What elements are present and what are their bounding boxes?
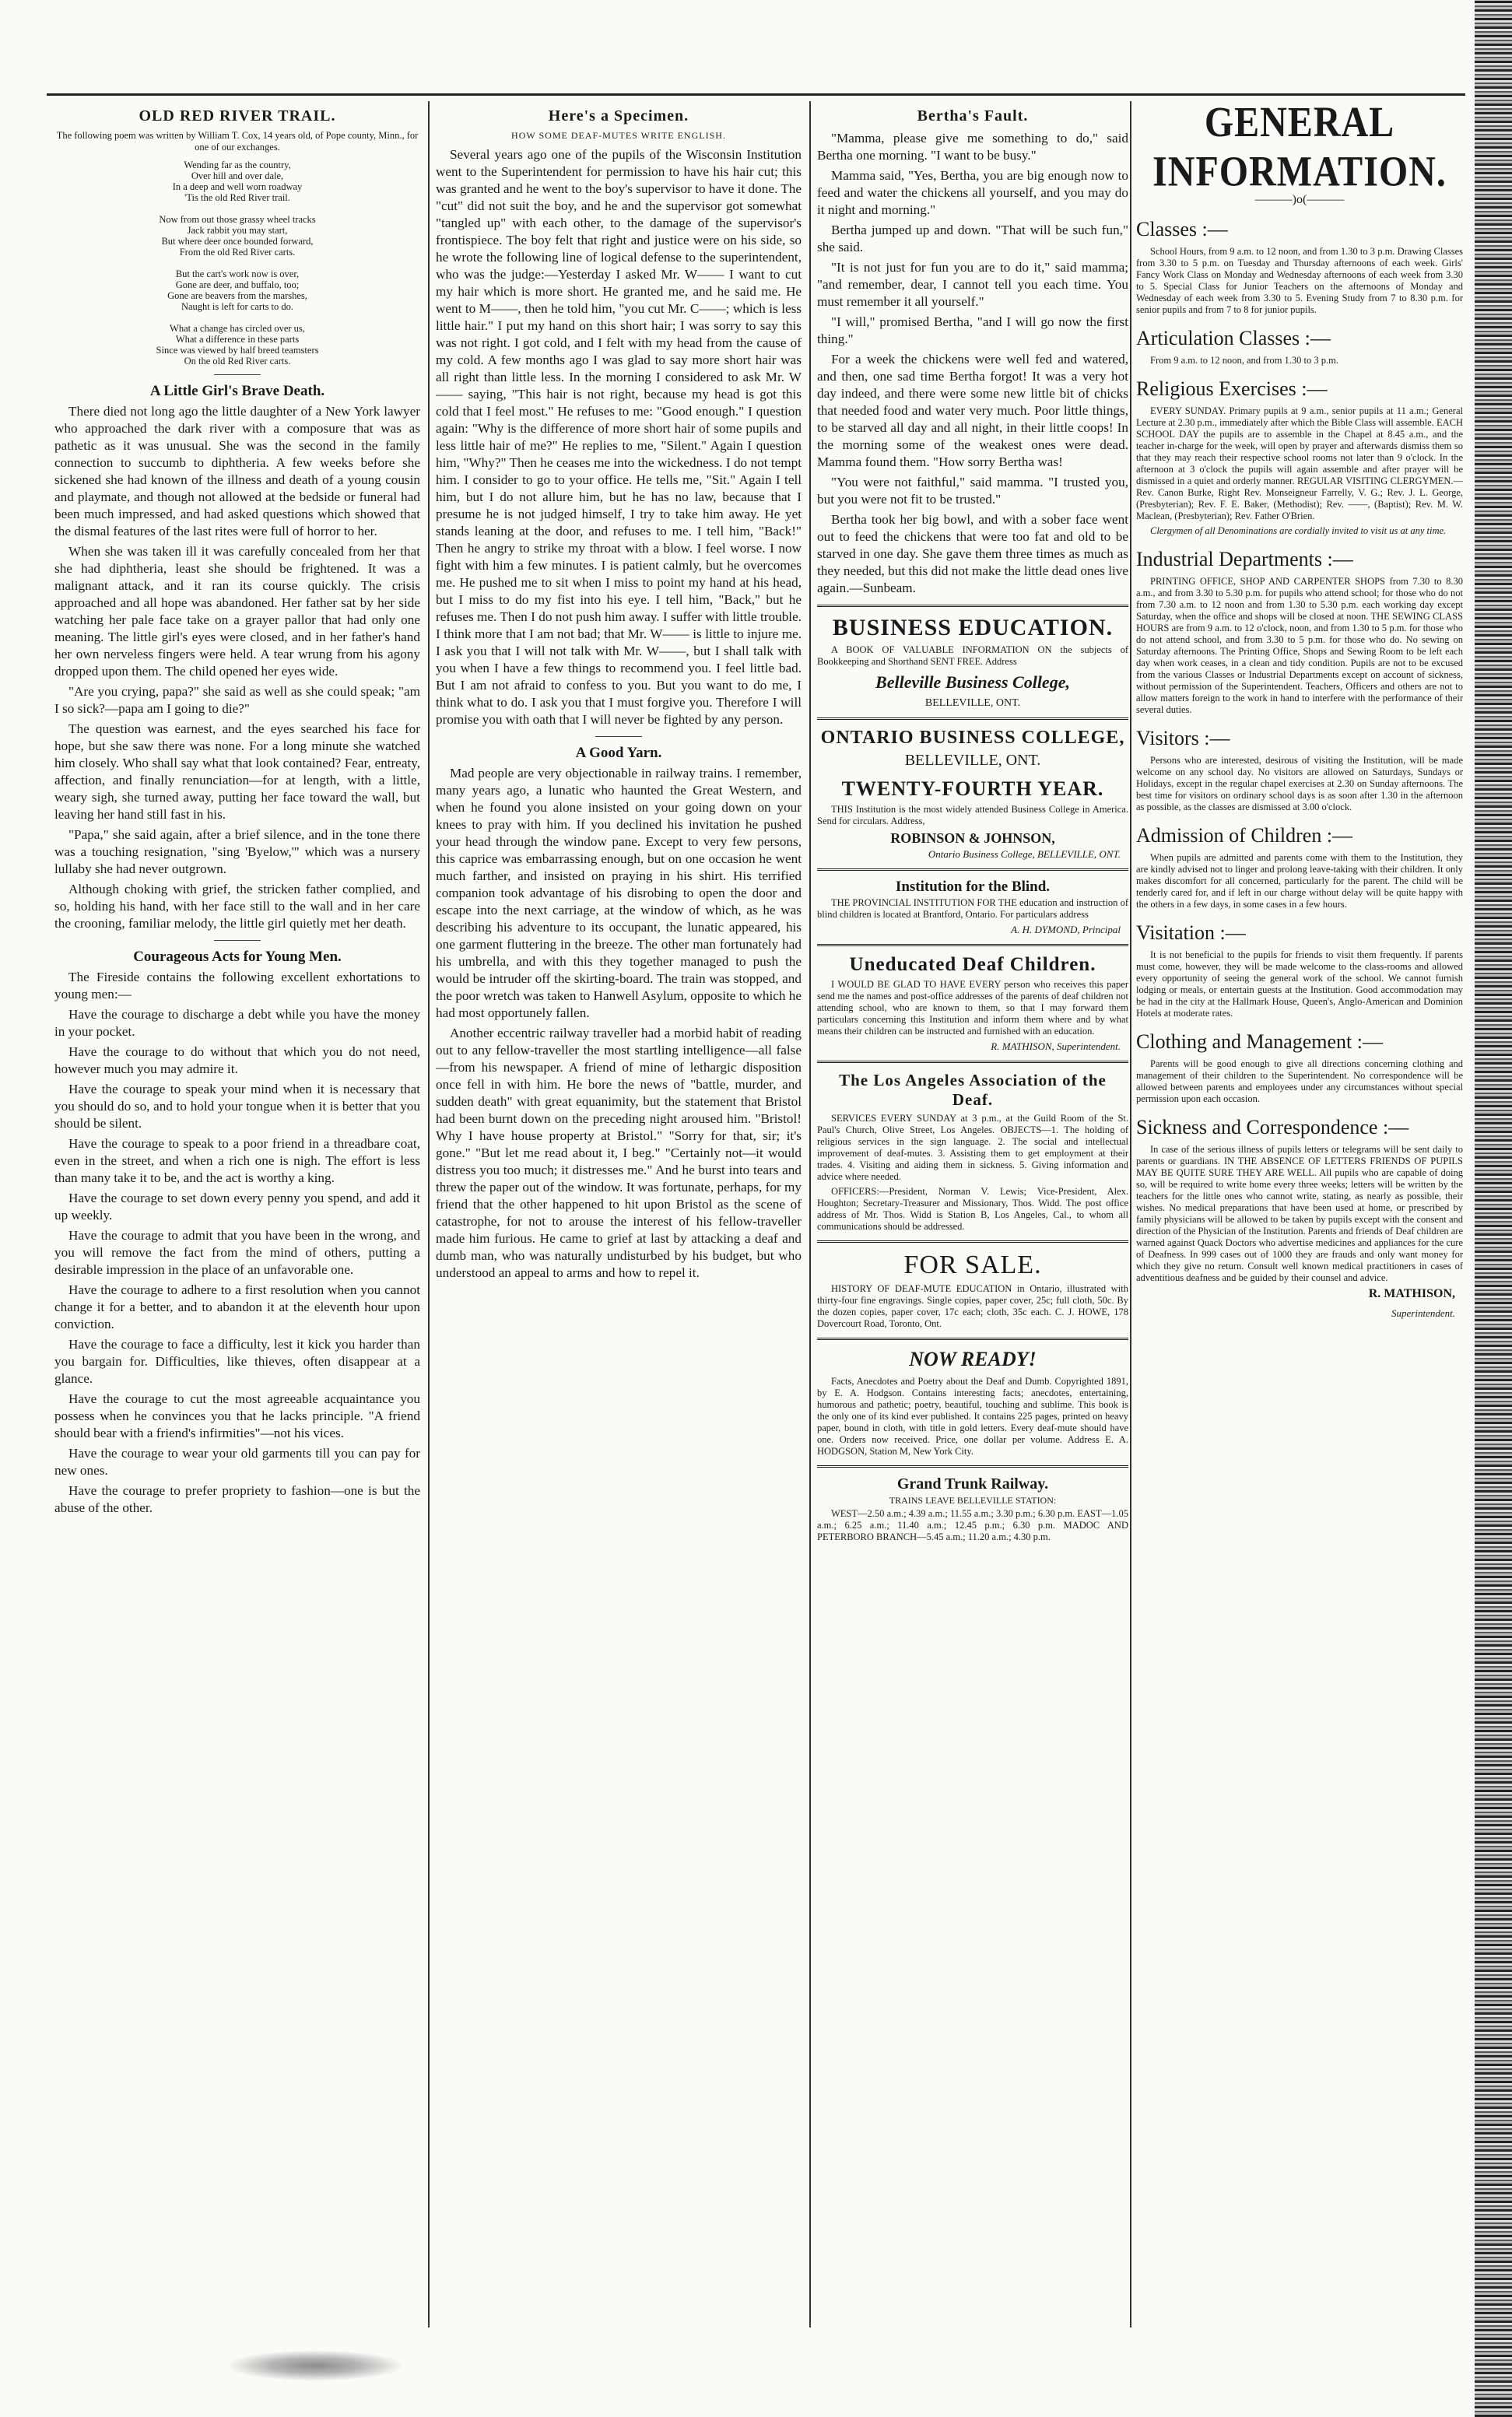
poem-line	[54, 258, 420, 268]
column-divider	[809, 101, 811, 2328]
bertha-paragraph: "You were not faithful," said mamma. "I trusted you, but you were not fit to be trusted."	[817, 475, 1128, 507]
bertha-paragraph: "I will," promised Bertha, "and I will go now the first thing."	[817, 314, 1128, 346]
acts-paragraph: Have the courage to face a difficulty, lest it kick you harder than you bargain for. Difficulties, like thieves, often disappear at a glance.	[54, 1337, 420, 1386]
story-paragraph: When she was taken ill it was carefully concealed from her that she had diphtheria, least she should be frightened. It was a malignant attack, and it ran its course quickly. The crisis approached and all hope was abandoned. Her father sat by her side watching her pale face take on a grayer pallor that had only one meaning. The little girl's eyes were closed, and in her father's hand her own nerveless fingers were held. A tear wrung from his agony dropped upon them. The child opened her eyes wide.	[54, 544, 420, 679]
ad-la-text: SERVICES EVERY SUNDAY at 3 p.m., at the Guild Room of the St. Paul's Church, Olive Street, Los Angeles. OBJECTS—1. The holding of religious services in the sign language. 2. The social and intellectual improvement of deaf-mutes. 3. Assisting them to get employment at their trades. 4. Visiting and aiding them in sickness. 5. Giving information and advice where needed.	[817, 1113, 1128, 1182]
column-1	[54, 101, 420, 1520]
column-divider	[428, 101, 430, 2328]
divider	[817, 717, 1128, 720]
poem-line: From the old Red River carts.	[179, 247, 296, 258]
poem-line	[54, 203, 420, 214]
ad-ontario-year: TWENTY-FOURTH YEAR.	[841, 777, 1104, 800]
section-text: Persons who are interested, desirous of visiting the Institution, will be made welcome on any school day. No visitors are allowed on Saturdays, Sundays or Holidays, except in the regular chapel exercises at 2.30 on Sunday afternoons. The best time for visitors on ordinary school days is as soon after 1.30 in the afternoon as possible, as the classes are dismissed at 3.00 o'clock.	[1136, 755, 1463, 812]
poem-line: What a difference in these parts	[175, 334, 300, 345]
ad-sale-text: HISTORY OF DEAF-MUTE EDUCATION in Ontario, illustrated with thirty-four fine engravings. Single copies, paper cover, 25c; full cloth, 50c. By the dozen copies, paper cover, 17c each; cloth, 35c each. C. J. HOWE, 178 Dovercourt Road, Toronto, Ont.	[817, 1283, 1128, 1329]
section-text: From 9 a.m. to 12 noon, and from 1.30 to 3 p.m.	[1150, 355, 1338, 366]
poem-line: Gone are deer, and buffalo, too;	[175, 279, 300, 290]
bertha-paragraph: Bertha jumped up and down. "That will be such fun," she said.	[817, 223, 1128, 254]
poem-line: Now from out those grassy wheel tracks	[159, 214, 316, 225]
story-body	[54, 403, 420, 932]
specimen-body	[436, 146, 802, 728]
poem-line: Jack rabbit you may start,	[187, 225, 288, 236]
bertha-paragraph: Bertha took her big bowl, and with a sober face went out to feed the chickens that were too fat and old to be starved in one day. She gave them three times as much as they needed, but this did not make the little dead ones live again.—Sunbeam.	[817, 512, 1128, 595]
yarn-paragraph: Mad people are very objectionable in railway trains. I remember, many years ago, a lunatic who haunted the Great Western, and when he found you alone insisted on your going down on your knees to pray with him. If you declined his invitation he pushed your head through the window pane. Except to very few persons, this caprice was embarrassing enough, but on one occasion he went much farther, and insisted on praying in his shirt. His terrified companion took advantage of his disrobing to open the door and escape into the next carriage, at the window of which, as he was describing his adventure to its occupant, the lunatic appeared, his one garment fluttering in the breeze. The other man fortunately had his umbrella, and with this they together managed to push the would be intruder off the skirting-board. The train was stopped, and the poor wretch was taken to Hanwell Asylum, opposite to which he had most opportunely fallen.	[436, 766, 802, 1020]
poem-line: Wending far as the country,	[184, 160, 291, 170]
divider	[214, 940, 261, 941]
specimen-subtitle: HOW SOME DEAF-MUTES WRITE ENGLISH.	[511, 130, 726, 141]
poem-intro: The following poem was written by William T. Cox, 14 years old, of Pope county, Minn., for one of our exchanges.	[56, 130, 419, 153]
section-heading: Articulation Classes :—	[1136, 327, 1331, 349]
acts-paragraph: Have the courage to wear your old garments till you can pay for new ones.	[54, 1446, 420, 1478]
ad-ontario-addr: Ontario Business College, BELLEVILLE, ONT.	[928, 848, 1121, 860]
bertha-paragraph: "It is not just for fun you are to do it," said mamma; "and remember, dear, I cannot tell you each time. You must remember it all yourself."	[817, 260, 1128, 309]
signature: R. MATHISON,	[1368, 1287, 1455, 1300]
section-heading: Industrial Departments :—	[1136, 548, 1353, 570]
ad-la-title: The Los Angeles Association of the Deaf.	[839, 1071, 1107, 1109]
section-text: Parents will be good enough to give all directions concerning clothing and management of their children to the Superintendent. No correspondence will be allowed between parents and employees under any circumstances without special permission upon each occasion.	[1136, 1058, 1463, 1104]
story-paragraph: Although choking with grief, the stricken father complied, and so, holding his hand, with her face still to the wall and in her care the crooning, familiar melody, the little girl quietly met her death.	[54, 882, 420, 931]
poem-line: Since was viewed by half breed teamsters	[156, 345, 319, 356]
poem-body	[54, 160, 420, 367]
bertha-paragraph: "Mamma, please give me something to do," said Bertha one morning. "I want to be busy."	[817, 131, 1128, 163]
poem-line: In a deep and well worn roadway	[172, 181, 303, 192]
divider	[817, 1061, 1128, 1063]
top-rule	[47, 93, 1465, 96]
section-text: It is not beneficial to the pupils for friends to visit them frequently. If parents must come, however, they will be made welcome to the class-rooms and allowed every opportunity of seeing the general work of the school. We cannot furnish lodging or meals, or entertain guests at the Institution. Good accommodation may be had in the city at the Hallmark House, Queen's, Anglo-American and Dominion Hotels at moderate rates.	[1136, 949, 1463, 1019]
specimen-paragraph: Several years ago one of the pupils of the Wisconsin Institution went to the Superintendent for permission to have his hair cut; this was granted and he went to the boy's supervisor to have it done. The "cut" did not suit the boy, and he and the supervisor got somewhat "tangled up" with each other, to the damage of the supervisor's frontispiece. The boy felt that right and justice were on his side, so he wrote the following line of logical defense to the superintendent, who was the judge:—Yesterday I asked Mr. W—— I want to cut my hair which is more short. He granted me, and he said me. He went to M——, then he told him, "you cut Mr. C——; which is less little hair." I put my hand on this short hair; I was sorry to say this was not right. I got cold, and I felt with my head from the cause of my cold. A few months ago I was glad to say more short hair was all right than little less. In the morning I considered to ask Mr. W—— saying, "This hair is not right, because my head is got this cold that I feel most." He refuses to me: "Good enough." I question again: "Why is the difference of more short hair of some pupils and less little hair of me?" He replies to me, "Silent." Again I question him, "Why?" Then he ceases me into the wickedness. I do not tempt him. I consider to go to your office. He tells me, "Sit." Again I tell him, but I do not allure him, but he has no law, because that I presume he is not judged himself, I try to take him away. He yet stands leaning at the door, and refuses to me. I tell him, "Back!" Then he angry to strike my throat with a blow. I feel worse. I now fight with him a few minutes. I is patient calmly, but he overcomes me. He pushed me to sit when I miss to point my hand at his head, but I miss to do my fist into his eye. I tell him, "Back," but he refuses me. Then I do not push him away. I suffer with little trouble. I think more that I am not bad; that Mr. W—— is little to injure me. I ask you that I will not talk with Mr. W——, but I shall talk with you when I have a few things to recommend you. I feel little bad. But I am not afraid to confess to you. But you want to do me, I think what to do. I ask you that I must forgive you. Therefore I will promise you with oath that I will never be fighted by any person.	[436, 147, 802, 727]
yarn-paragraph: Another eccentric railway traveller had a morbid habit of reading out to any fellow-traveller the most startling intelligence—all false—from his newspaper. A friend of mine of lethargic disposition once fell in with him. He bore the news of "battle, murder, and sudden death" with great equanimity, but the statement that Bristol had been burnt down on the preceding night aroused him. "Bristol! Why I have house property at Bristol." "Sorry for that, sir; it's gone." "But let me read about it, I beg." "Certainly not—it would distress you too much; it distresses me." And he burst into tears and threw the paper out of the window. It was fortunate, perhaps, for my friend that the other happened to hit upon Bristol as the scene of catastrophe, for not to arouse the interest of his fellow-traveller made him furious. He came to grief at last by attacking a deaf and dumb man, who was naturally undisturbed by his budget, but who understood an appeal to arms and how to repel it.	[436, 1026, 802, 1280]
yarn-title: A Good Yarn.	[575, 745, 662, 761]
acts-paragraph: Have the courage to discharge a debt while you have the money in your pocket.	[54, 1007, 420, 1039]
poem-line: Over hill and over dale,	[191, 170, 284, 181]
ink-smudge	[226, 2350, 405, 2381]
story-title: A Little Girl's Brave Death.	[149, 383, 325, 399]
column-2	[436, 101, 802, 1285]
ad-uneducated-title: Uneducated Deaf Children.	[849, 954, 1096, 975]
general-info-title: GENERAL INFORMATION.	[1152, 101, 1447, 196]
ad-railway-text: WEST—2.50 a.m.; 4.39 a.m.; 11.55 a.m.; 3.30 p.m.; 6.30 p.m. EAST—1.05 a.m.; 6.25 a.m.; 11.40 a.m.; 12.45 p.m.; 6.30 p.m. MADOC AND PETERBORO BRANCH—5.45 a.m.; 11.20 a.m.; 4.30 p.m.	[817, 1508, 1128, 1542]
section-text: Clergymen of all Denominations are cordially invited to visit us at any time.	[1150, 525, 1447, 536]
acts-paragraph: The Fireside contains the following excellent exhortations to young men:—	[54, 970, 420, 1002]
divider	[817, 868, 1128, 871]
acts-paragraph: Have the courage to prefer propriety to fashion—one is but the abuse of the other.	[54, 1483, 420, 1515]
info-sections	[1136, 218, 1463, 1284]
poem-line: On the old Red River carts.	[184, 356, 291, 367]
ad-ready-text: Facts, Anecdotes and Poetry about the Deaf and Dumb. Copyrighted 1891, by E. A. Hodgson. Contains interesting facts; anecdotes, entertaining, humorous and pathetic; poetry, beautiful, touching and sublime. This book is the only one of its kind ever published. It contains 225 pages, printed on heavy paper, bound in cloth, with title in gold letters. Every deaf-mute should have one. Orders now received. Price, one dollar per volume. Address E. A. HODGSON, Station M, New York City.	[817, 1376, 1128, 1457]
ad-uneducated-signature: R. MATHISON, Superintendent.	[991, 1040, 1121, 1052]
story-paragraph: The question was earnest, and the eyes searched his face for hope, but she saw there was none. For a long minute she watched him closely. Who shall say what that look contained? Fear, entreaty, affection, and finally renunciation—for at length, with a little, weary sigh, she turned away, putting her face toward the wall, but leaving her hand still fast in his.	[54, 721, 420, 822]
poem-line: Gone are beavers from the marshes,	[167, 290, 307, 301]
acts-paragraph: Have the courage to adhere to a first resolution when you cannot change it for a better, and to abandon it at the eleventh hour upon conviction.	[54, 1282, 420, 1331]
ad-railway-subtitle: TRAINS LEAVE BELLEVILLE STATION:	[889, 1495, 1057, 1506]
divider	[214, 374, 261, 375]
bertha-title: Bertha's Fault.	[917, 107, 1029, 125]
divider	[817, 1465, 1128, 1468]
yarn-body	[436, 765, 802, 1282]
poem-title: OLD RED RIVER TRAIL.	[139, 107, 336, 125]
divider	[817, 944, 1128, 946]
section-heading: Sickness and Correspondence :—	[1136, 1116, 1409, 1138]
acts-paragraph: Have the courage to cut the most agreeable acquaintance you possess when he convinces you that he lacks principle. "A friend should bear with a friend's infirmities"—not his vices.	[54, 1391, 420, 1440]
ad-ontario-title: ONTARIO BUSINESS COLLEGE,	[820, 728, 1125, 748]
acts-paragraph: Have the courage to do without that which you do not need, however much you may admire it.	[54, 1044, 420, 1076]
ad-ontario-text: THIS Institution is the most widely attended Business College in America. Send for circulars. Address,	[817, 804, 1128, 826]
ad-blind-signature: A. H. DYMOND, Principal	[1011, 924, 1121, 935]
divider	[817, 1338, 1128, 1340]
acts-body	[54, 969, 420, 1517]
section-heading: Admission of Children :—	[1136, 824, 1353, 847]
bertha-paragraph: For a week the chickens were well fed and watered, and then, one sad time Bertha forgot! It was a very hot day indeed, and there were some new little bit of chicks that needed food and water very much. Poor little things, to be starved all day and all night, in their little coops! In the morning some of the weakest ones were dead. Mamma found them. "How sorry Bertha was!	[817, 352, 1128, 469]
ad-ontario-city: BELLEVILLE, ONT.	[904, 752, 1041, 769]
ornament-divider: ———)o(———	[1254, 193, 1345, 206]
column-4	[1136, 101, 1463, 1326]
ad-railway-title: Grand Trunk Railway.	[896, 1475, 1049, 1493]
ad-business-title: BUSINESS EDUCATION.	[832, 615, 1114, 640]
story-paragraph: There died not long ago the little daughter of a New York lawyer who approached the dark river with a composure that was as pathetic as it was unusual. She was the second in the family connection to succumb to diphtheria. A few weeks before she sickened she had known of the illness and death of a young cousin and playmate, and though not allowed at the bedside or funeral had been much impressed, and had asked questions which showed that the dismal features of the last rites were full of horror to her.	[54, 404, 420, 538]
poem-line: But where deer once bounded forward,	[161, 236, 314, 247]
section-heading: Religious Exercises :—	[1136, 377, 1328, 400]
divider	[817, 605, 1128, 607]
ad-blind-title: Institution for the Blind.	[895, 879, 1051, 895]
signature-title: Superintendent.	[1391, 1307, 1455, 1319]
section-text: School Hours, from 9 a.m. to 12 noon, and from 1.30 to 3 p.m. Drawing Classes from 3.30 to 5 p.m. on Tuesday and Thursday afternoons of each week. Girls' Fancy Work Class on Monday and Wednesday afternoons of each week from 3.30 to 5. Special Class for Junior Teachers on the afternoons of Monday and Wednesday of each week from 3.30 to 5. Evening Study from 7 to 8.30 p.m. for senior pupils and from 7 to 8 for junior pupils.	[1136, 246, 1463, 315]
ad-ontario-names: ROBINSON & JOHNSON,	[890, 830, 1055, 846]
acts-paragraph: Have the courage to set down every penny you spend, and add it up weekly.	[54, 1191, 420, 1223]
acts-paragraph: Have the courage to admit that you have been in the wrong, and you will remove the fact from the mind of others, putting a desirable impression in the place of an unfavorable one.	[54, 1228, 420, 1277]
poem-line	[54, 312, 420, 323]
ad-blind-text: THE PROVINCIAL INSTITUTION FOR THE education and instruction of blind children is located at Brantford, Ontario. For particulars address	[817, 897, 1128, 920]
acts-paragraph: Have the courage to speak your mind when it is necessary that you should do so, and to hold your tongue when it is better that you should be silent.	[54, 1082, 420, 1131]
ad-business-college: Belleville Business College,	[875, 672, 1070, 692]
poem-line: But the cart's work now is over,	[175, 268, 300, 279]
bertha-body	[817, 130, 1128, 597]
story-paragraph: "Are you crying, papa?" she said as well as she could speak; "am I so sick?—papa am I going to die?"	[54, 684, 420, 716]
ad-business-city: BELLEVILLE, ONT.	[924, 697, 1021, 709]
ad-business-text: A BOOK OF VALUABLE INFORMATION ON the subjects of Bookkeeping and Shorthand SENT FREE. Address	[817, 644, 1128, 667]
story-paragraph: "Papa," she said again, after a brief silence, and in the tone there was a touching resignation, "sing 'Byelow,'" which was a nursery lullaby she had never outgrown.	[54, 827, 420, 876]
section-heading: Visitation :—	[1136, 921, 1246, 944]
specimen-title: Here's a Specimen.	[548, 107, 689, 125]
divider	[595, 736, 642, 737]
poem-line: 'Tis the old Red River trail.	[184, 192, 290, 203]
poem-line: What a change has circled over us,	[170, 323, 305, 334]
acts-title: Courageous Acts for Young Men.	[133, 949, 342, 965]
ad-uneducated-text: I WOULD BE GLAD TO HAVE EVERY person who receives this paper send me the names and post-office addresses of the parents of deaf children not attending school, who are known to them, so that I may forward them particulars concerning this Institution and inform them where and by what means their children can be instructed and furnished with an education.	[817, 979, 1128, 1037]
bertha-paragraph: Mamma said, "Yes, Bertha, you are big enough now to feed and water the chickens all yourself, and you may do it night and morning."	[817, 168, 1128, 217]
acts-paragraph: Have the courage to speak to a poor friend in a threadbare coat, even in the street, and when a rich one is nigh. The effort is less than many take it to be, and the act is worthy a king.	[54, 1136, 420, 1185]
poem-line: Naught is left for carts to do.	[181, 301, 294, 312]
divider	[817, 1240, 1128, 1243]
binding-edge	[1475, 0, 1512, 2417]
ad-ready-title: NOW READY!	[909, 1348, 1037, 1370]
column-3	[817, 101, 1128, 1546]
ad-sale-title: FOR SALE.	[903, 1251, 1042, 1279]
section-text: PRINTING OFFICE, SHOP AND CARPENTER SHOPS from 7.30 to 8.30 a.m., and from 3.30 to 5.30 p.m. for pupils who attend school; for those who do not from 7.30 a.m. to 12 noon and from 1.30 to 5.30 p.m. each working day except Saturday, when the office and shops will be closed at noon. THE SEWING CLASS HOURS are from 9 a.m. to 12 o'clock, noon, and from 1.30 to 5 p.m. for those who do not attend school, and from 3.30 to 5 p.m. for those who do. No sewing on Saturday afternoons. The Printing Office, Shops and Sewing Room to be left each day when work ceases, in a clean and tidy condition. Pupils are not to be excused from the various Classes or Industrial Departments except on account of sickness, without permission of the Superintendent. Teachers, Officers and others are not to allow matters foreign to the work in hand to interfere with the performance of their several duties.	[1136, 576, 1463, 715]
column-divider	[1130, 101, 1131, 2328]
section-text: In case of the serious illness of pupils letters or telegrams will be sent daily to parents or guardians. IN THE ABSENCE OF LETTERS FRIENDS OF PUPILS MAY BE QUITE SURE THEY ARE WELL. All pupils who are capable of doing so, will be required to write home every three weeks; letters will be written by the teachers for the little ones who cannot write, stating, as nearly as possible, their wishes. No medical preparations that have been used at home, or prescribed by family physicians will be allowed to be taken by pupils except with the consent and direction of the Physician of the Institution. Parents and friends of Deaf children are warned against Quack Doctors who advertise medicines and appliances for the cure of Deafness. In 999 cases out of 1000 they are frauds and only want money for which they give no return. Consult well known medical practitioners in cases of adventitious deafness and be guided by their counsel and advice.	[1136, 1144, 1463, 1283]
section-text: EVERY SUNDAY. Primary pupils at 9 a.m., senior pupils at 11 a.m.; General Lecture at 2.30 p.m., immediately after which the Bible Class will assemble. EACH SCHOOL DAY the pupils are to assemble in the Chapel at 8.45 a.m., and the teacher in-charge for the week, will open by prayer and afterwards dismiss them so that they may reach their respective school rooms not later than 9 o'clock. In the afternoon at 3 o'clock the pupils will again assemble and after prayer will be dismissed in a quiet and orderly manner. REGULAR VISITING CLERGYMEN.—Rev. Canon Burke, Right Rev. Monseigneur Farrelly, V. G.; Rev. J. L. George, (Presbyterian); Rev. F. E. Baker, (Methodist); Rev. ——, (Baptist); Rev. M. W. Maclean, (Presbyterian); Rev. Father O'Brien.	[1136, 405, 1463, 521]
section-text: When pupils are admitted and parents come with them to the Institution, they are kindly advised not to linger and prolong leave-taking with their children. It only makes discomfort for all concerned, particularly for the parent. The child will be tenderly cared for, and if left in our charge without delay will be quite happy with the others in a few days, in some cases in a few hours.	[1136, 852, 1463, 910]
section-heading: Visitors :—	[1136, 727, 1230, 749]
section-heading: Classes :—	[1136, 218, 1228, 240]
section-heading: Clothing and Management :—	[1136, 1030, 1384, 1053]
ad-la-officers: OFFICERS:—President, Norman V. Lewis; Vice-President, Alex. Houghton; Secretary-Treasurer and Missionary, Thos. Widd. The post office address of Mr. Thos. Widd is Station B, Los Angeles, Cal., to whom all communications should be addressed.	[817, 1186, 1128, 1232]
